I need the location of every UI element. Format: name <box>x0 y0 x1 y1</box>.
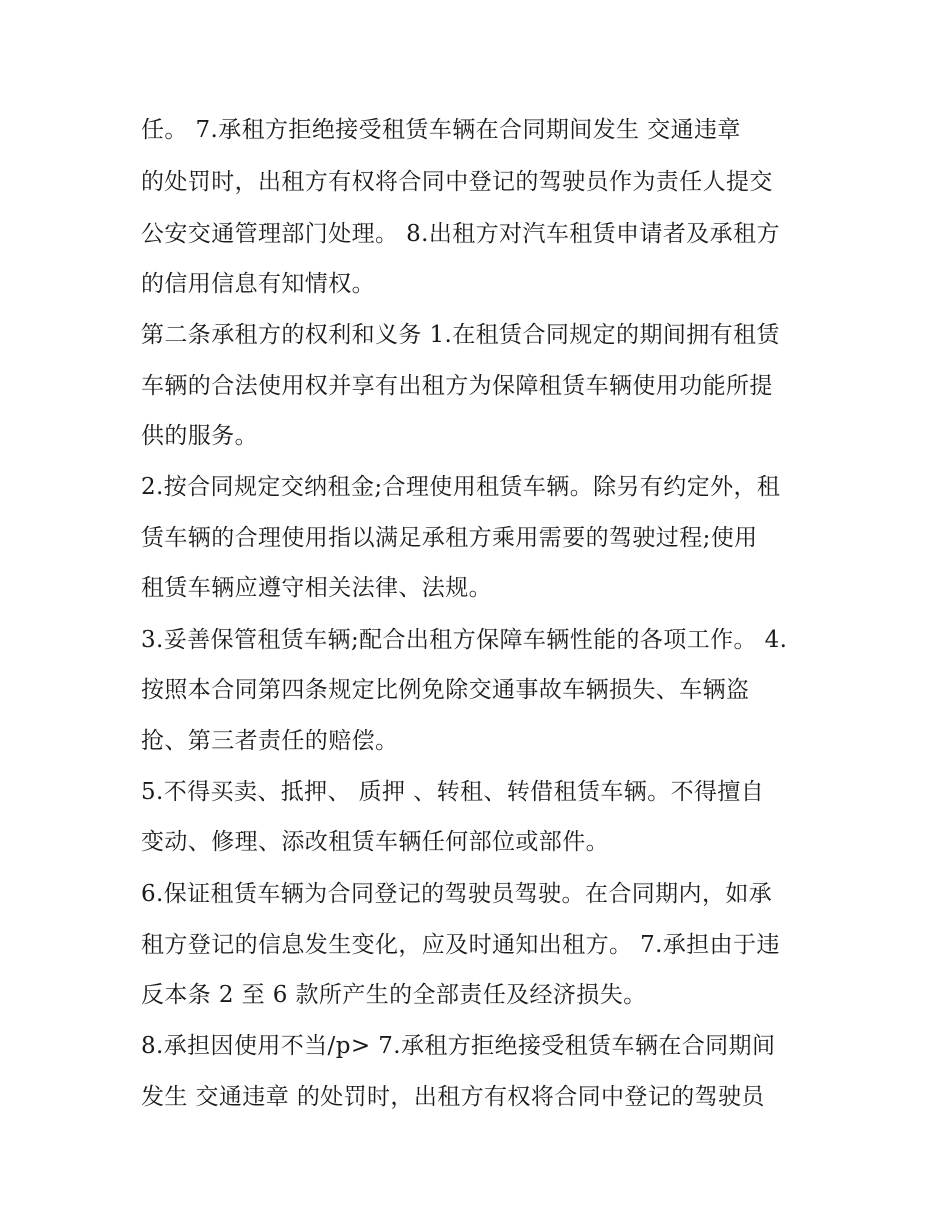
text-line: 租赁车辆应遵守相关法律、法规。 <box>141 575 492 601</box>
text-line: 第二条承租方的权利和义务 1.在租赁合同规定的期间拥有租赁 <box>141 322 780 348</box>
text-line: 抢、第三者责任的赔偿。 <box>141 728 399 754</box>
text-line: 6.保证租赁车辆为合同登记的驾驶员驾驶。在合同期内，如承 <box>141 881 773 907</box>
text-line: 3.妥善保管租赁车辆;配合出租方保障车辆性能的各项工作。 4. <box>141 627 788 653</box>
text-line: 反本条 2 至 6 款所产生的全部责任及经济损失。 <box>141 982 647 1008</box>
text-line: 的信用信息有知情权。 <box>141 271 375 297</box>
text-line: 2.按合同规定交纳租金;合理使用租赁车辆。除另有约定外，租 <box>141 474 781 500</box>
text-line: 赁车辆的合理使用指以满足承租方乘用需要的驾驶过程;使用 <box>141 525 758 551</box>
text-line: 供的服务。 <box>141 423 258 449</box>
text-line: 公安交通管理部门处理。 8.出租方对汽车租赁申请者及承租方 <box>141 221 780 247</box>
text-line: 租方登记的信息发生变化，应及时通知出租方。 7.承担由于违 <box>141 932 780 958</box>
text-line: 5.不得买卖、抵押、 质押 、转租、转借租赁车辆。不得擅自 <box>141 779 765 805</box>
text-line: 按照本合同第四条规定比例免除交通事故车辆损失、车辆盗 <box>141 677 750 703</box>
text-line: 的处罚时，出租方有权将合同中登记的驾驶员作为责任人提交 <box>141 169 773 195</box>
text-line: 车辆的合法使用权并享有出租方为保障租赁车辆使用功能所提 <box>141 373 773 399</box>
text-line: 变动、修理、添改租赁车辆任何部位或部件。 <box>141 829 609 855</box>
text-line: 8.承担因使用不当/p> 7.承租方拒绝接受租赁车辆在合同期间 <box>141 1033 776 1059</box>
text-line: 发生 交通违章 的处罚时，出租方有权将合同中登记的驾驶员 <box>141 1084 765 1110</box>
text-line: 任。 7.承租方拒绝接受租赁车辆在合同期间发生 交通违章 <box>141 117 741 143</box>
